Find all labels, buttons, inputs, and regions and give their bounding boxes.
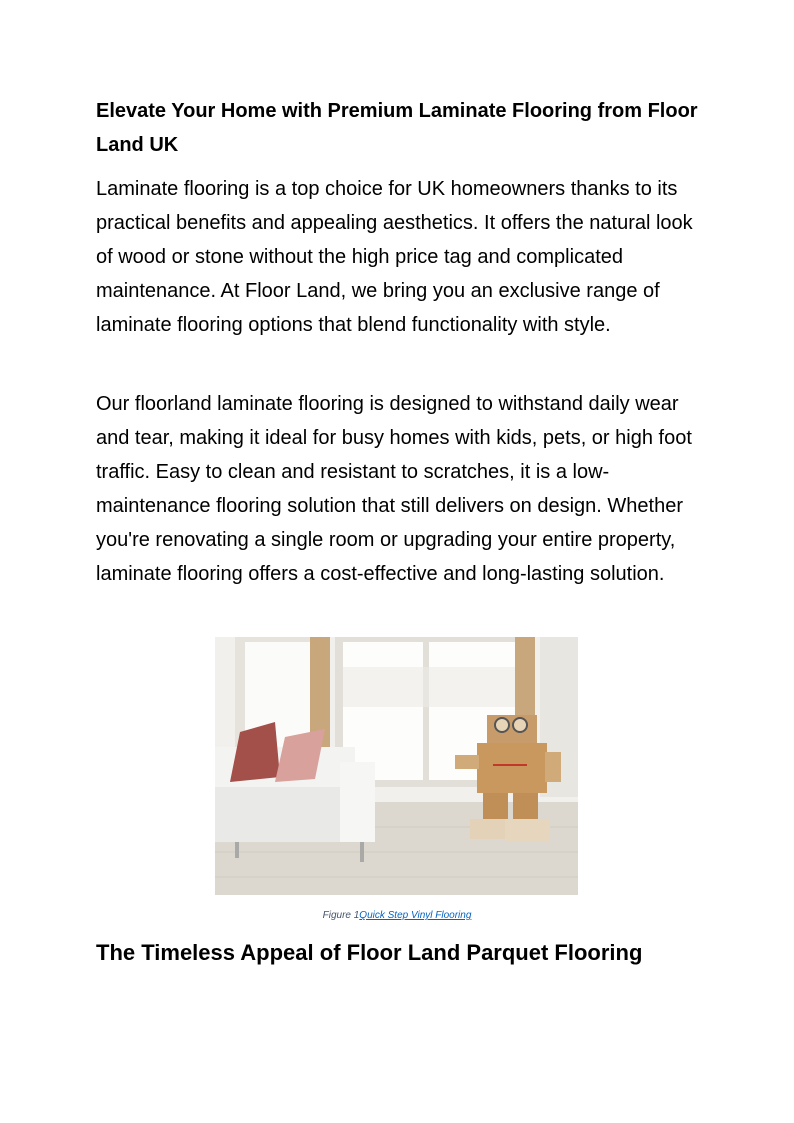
figure-caption-link[interactable]: Quick Step Vinyl Flooring (359, 910, 472, 921)
benefits-paragraph: Our floorland laminate flooring is designed to withstand daily wear and tear, making it ideal for busy homes with kids, pets, or high foot traffic. Easy to clean and resistant to scratches, it is a low-maintenance flooring solution that still delivers on design. Whether you're renovating a single room or upgrading your entire property, laminate flooring offers a cost-effective and long-lasting solution. (96, 393, 692, 585)
room-photo (215, 637, 578, 895)
intro-paragraph: Laminate flooring is a top choice for UK homeowners thanks to its practical benefits and appealing aesthetics. It offers the natural look of wood or stone without the high price tag and complicated maintenance. At Floor Land, we bring you an exclusive range of laminate flooring options that blend functionality with style. (96, 178, 693, 336)
section-heading: The Timeless Appeal of Floor Land Parquet Flooring (96, 940, 643, 965)
figure-caption-prefix: Figure 1 (322, 910, 360, 921)
page-title: Elevate Your Home with Premium Laminate Flooring from Floor Land UK (96, 100, 698, 156)
figure-caption (0, 910, 794, 921)
